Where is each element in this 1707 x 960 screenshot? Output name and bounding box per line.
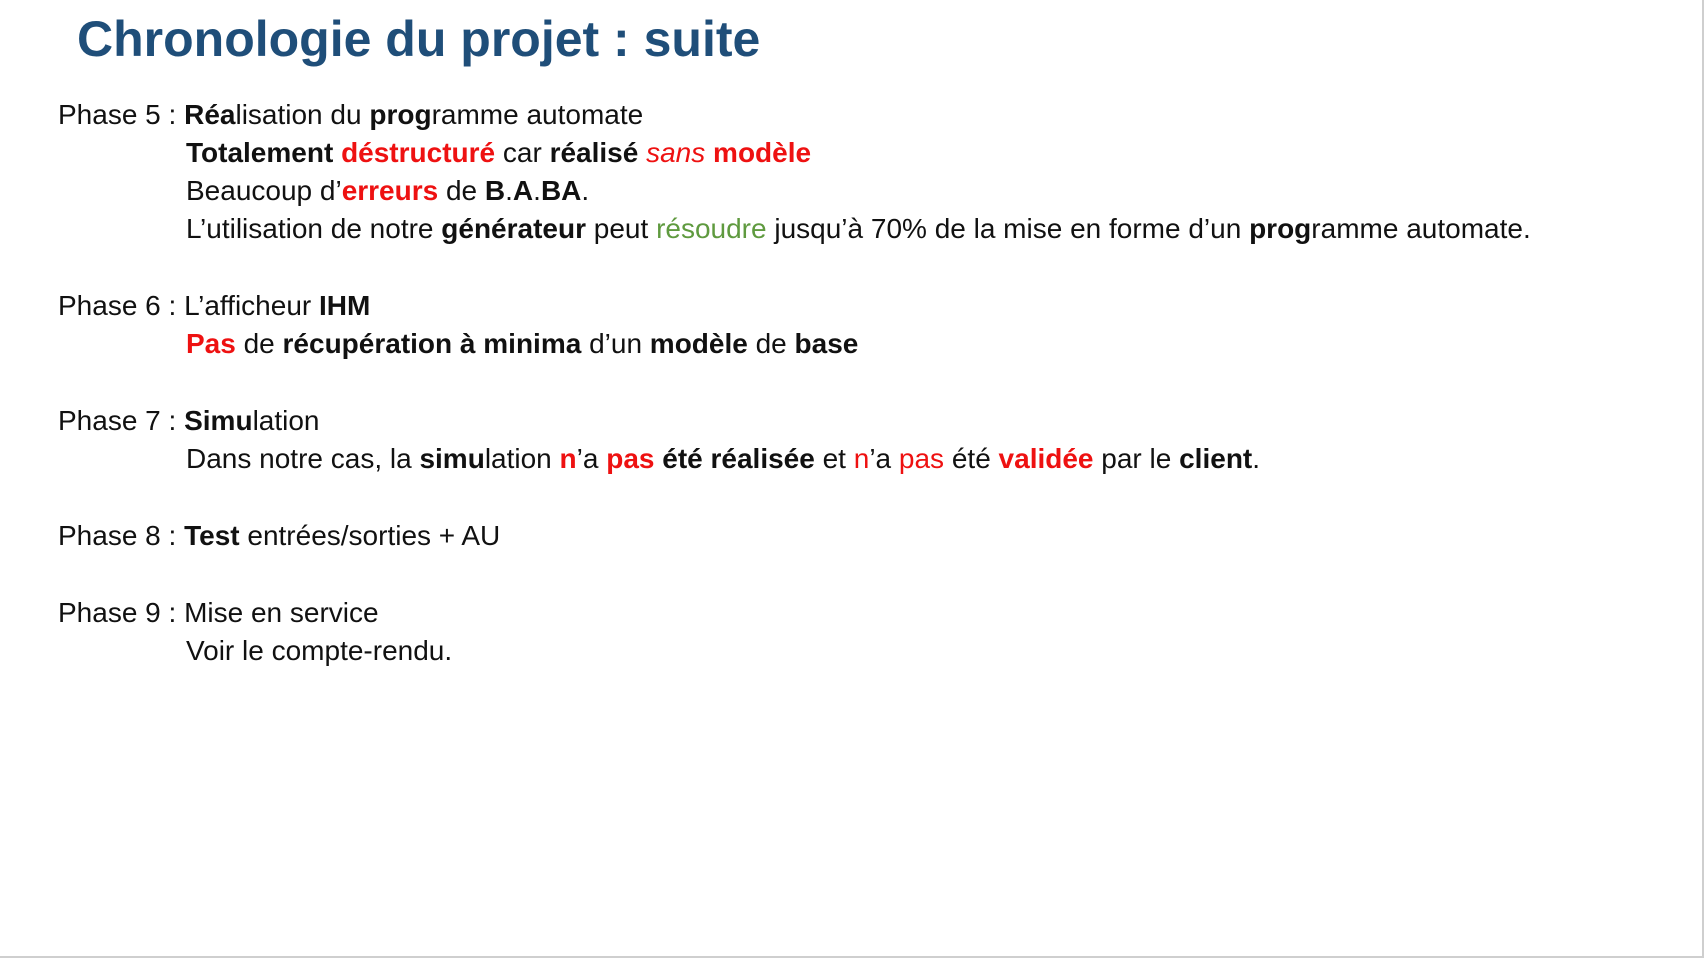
text-run: validée — [998, 443, 1094, 474]
text-run: été — [944, 443, 999, 474]
text-run: de — [747, 328, 795, 359]
phase-detail-line — [58, 325, 1678, 363]
text-run: n — [853, 443, 870, 474]
text-run: Phase 9 : Mise en service — [58, 597, 379, 628]
text-run: . — [581, 175, 590, 206]
text-run: jusqu’à 70% de la mise en forme d’un — [766, 213, 1250, 244]
text-run: client — [1179, 443, 1253, 474]
text-run: Phase 5 : — [58, 99, 185, 130]
slide-title: Chronologie du projet : suite — [77, 11, 761, 67]
phase-block — [58, 402, 1678, 478]
text-run: d’un — [581, 328, 650, 359]
text-run: pas — [898, 443, 945, 474]
text-run: ramme automate. — [1311, 213, 1531, 244]
phase-detail-line — [58, 210, 1678, 248]
text-run: BA — [540, 175, 582, 206]
text-run: erreurs — [341, 175, 439, 206]
text-run: et — [814, 443, 854, 474]
text-run: de — [438, 175, 485, 206]
text-run: Test — [184, 520, 240, 551]
text-run: n — [559, 443, 577, 474]
text-run: Dans notre cas, la — [186, 443, 420, 474]
text-run: . — [533, 175, 541, 206]
text-run: sans — [646, 137, 706, 168]
text-run: lation — [484, 443, 560, 474]
text-run: entrées/sorties + AU — [239, 520, 501, 551]
phase-heading — [58, 287, 1678, 325]
text-run: lisation du — [235, 99, 370, 130]
text-run: de — [235, 328, 283, 359]
text-run: récupération à minima — [282, 328, 582, 359]
text-run: lation — [252, 405, 320, 436]
phase-block — [58, 517, 1678, 555]
text-run: simu — [419, 443, 485, 474]
phase-detail-line — [58, 632, 1678, 670]
text-run — [705, 137, 713, 168]
text-run: IHM — [319, 290, 371, 321]
text-run: . — [505, 175, 513, 206]
text-run: déstructuré — [341, 137, 496, 168]
text-run: Simu — [184, 405, 253, 436]
text-run: prog — [369, 99, 432, 130]
text-run: . — [1252, 443, 1261, 474]
text-run: Réa — [184, 99, 236, 130]
text-run: Phase 6 : L’afficheur — [58, 290, 319, 321]
text-run — [638, 137, 646, 168]
phase-heading — [58, 402, 1678, 440]
phase-detail-line — [58, 134, 1678, 172]
text-run: été réalisée — [662, 443, 815, 474]
text-run: Pas — [186, 328, 236, 359]
text-run: modèle — [713, 137, 812, 168]
text-run: ’a — [576, 443, 607, 474]
text-run: peut — [586, 213, 657, 244]
phase-block — [58, 594, 1678, 670]
text-run: car — [495, 137, 550, 168]
phase-detail-line — [58, 440, 1678, 478]
text-run: générateur — [441, 213, 586, 244]
text-run: Voir le compte-rendu. — [186, 635, 453, 666]
text-run: L’utilisation de notre — [186, 213, 442, 244]
phase-heading — [58, 517, 1678, 555]
phase-block — [58, 96, 1678, 248]
phase-heading — [58, 96, 1678, 134]
text-run: Phase 8 : — [58, 520, 185, 551]
phase-detail-line — [58, 172, 1678, 210]
text-run: Beaucoup d’ — [186, 175, 342, 206]
slide-body — [58, 96, 1678, 709]
text-run: base — [794, 328, 859, 359]
text-run: modèle — [649, 328, 748, 359]
text-run: Phase 7 : — [58, 405, 185, 436]
phase-heading — [58, 594, 1678, 632]
text-run: pas — [606, 443, 655, 474]
text-run: A — [512, 175, 534, 206]
text-run: réalisé — [549, 137, 639, 168]
text-run: ramme automate — [431, 99, 644, 130]
text-run: résoudre — [656, 213, 767, 244]
text-run: prog — [1249, 213, 1312, 244]
text-run: ’a — [869, 443, 899, 474]
phase-block — [58, 287, 1678, 363]
text-run: B — [484, 175, 506, 206]
text-run: Totalement — [186, 137, 342, 168]
text-run: par le — [1093, 443, 1180, 474]
